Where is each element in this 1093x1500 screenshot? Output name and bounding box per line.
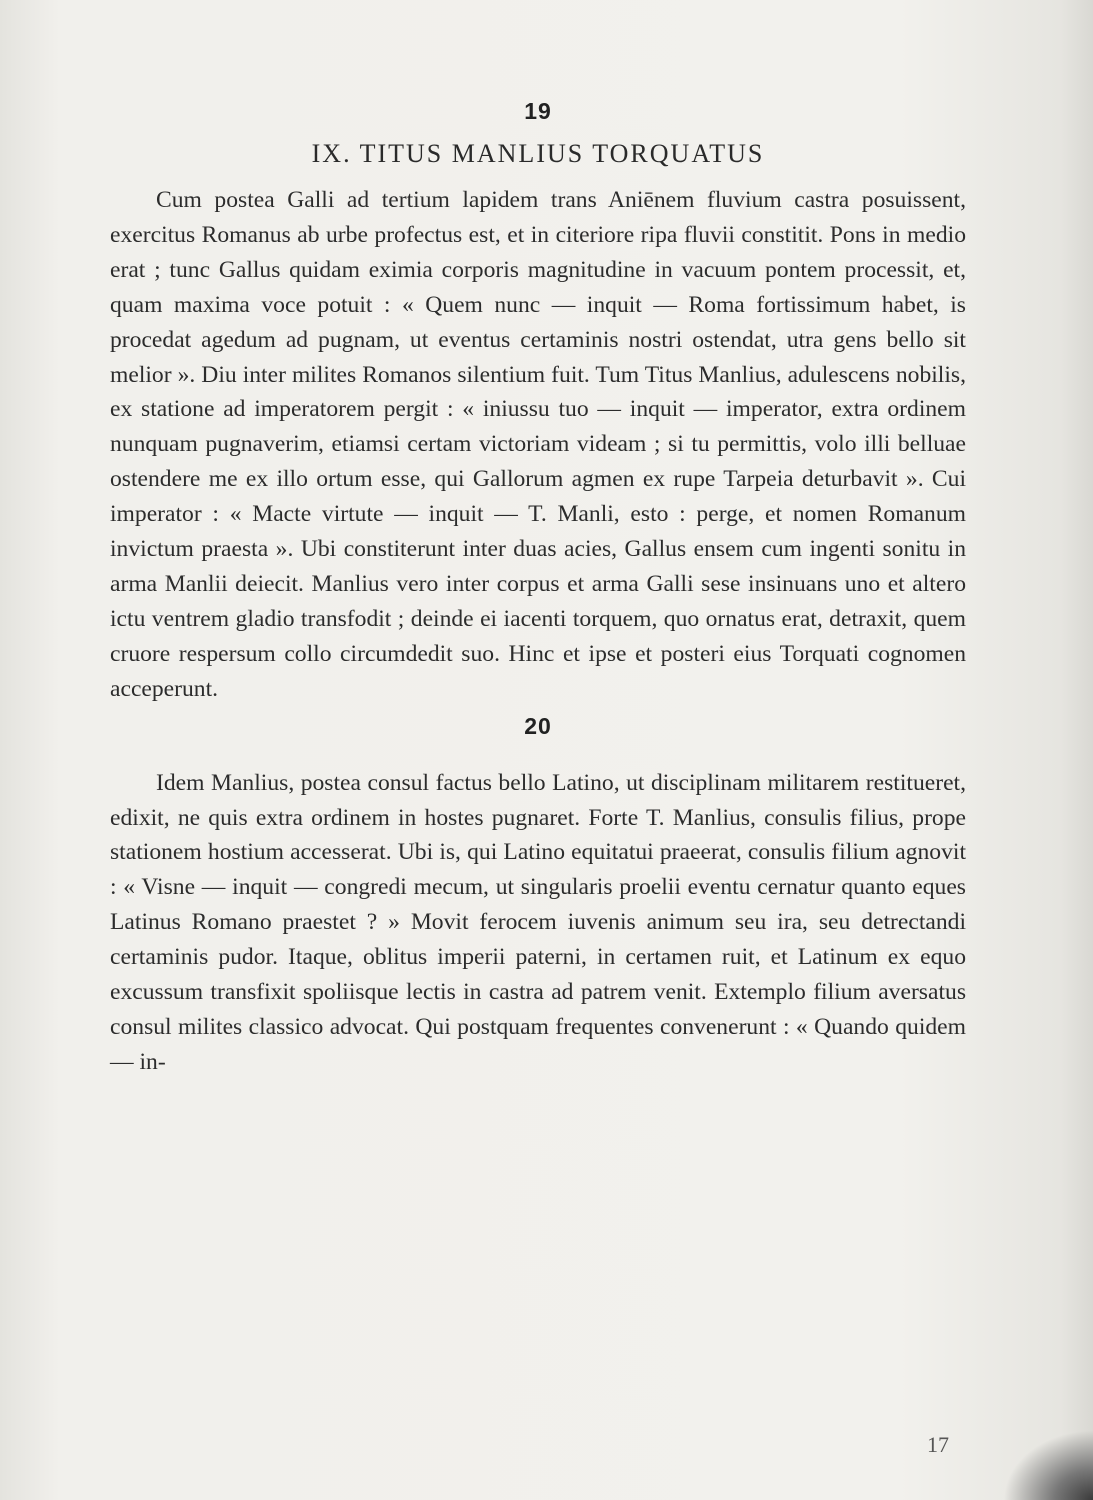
section-number-19: 19 — [524, 98, 552, 124]
section-20-paragraph: Idem Manlius, postea consul factus bello Latino, ut disciplinam militarem restitueret, edixit, ne quis extra ordinem in hostes pugnaret. Forte T. Manlius, consulis filius, prope stationem hostium accesserat. Ubi is, qui Latino equitatui praeerat, consulis filium agnovit : « Visne — inquit — congredi mecum, ut singularis proelii eventu cernatur quanto eques Latinus Romano praestet ? » Movit ferocem iuvenis animum seu ira, seu detrectandi certaminis pudor. Itaque, oblitus imperii paterni, in certamen ruit, et Latinum ex equo excussum transfixit spoliisque lectis in castra ad patrem venit. Extemplo filium aversatus consul milites classico advocat. Qui postquam frequentes convenerunt : « Quando quidem — in- — [110, 769, 966, 1075]
section-number-20: 20 — [524, 712, 552, 739]
page-corner-shadow — [1003, 1430, 1093, 1500]
chapter-title: IX. TITUS MANLIUS TORQUATUS — [311, 139, 765, 168]
page-number: 17 — [927, 1432, 949, 1457]
text-column — [110, 98, 966, 1080]
section-19-paragraph: Cum postea Galli ad tertium lapidem trans Aniēnem fluvium castra posuissent, exercitus Romanus ab urbe profectus est, et in citeriore ripa fluvii constitit. Pons in medio erat ; tunc Gallus quidam eximia corporis magnitudine in vacuum pontem processit, et, quam maxima voce potuit : « Quem nunc — inquit — Roma fortissimum habet, is procedat agedum ad pugnam, ut eventus certaminis nostri ostendat, utra gens bello sit melior ». Diu inter milites Romanos silentium fuit. Tum Titus Manlius, adulescens nobilis, ex statione ad imperatorem pergit : « iniussu tuo — inquit — imperator, extra ordinem nunquam pugnaverim, etiamsi certam victoriam videam ; si tu permittis, volo illi belluae ostendere me ex illo ortum esse, qui Gallorum agmen ex rupe Tarpeia deturbavit ». Cui imperator : « Macte virtute — inquit — T. Manli, esto : perge, et nomen Romanum invictum praesta ». Ubi constiterunt inter duas acies, Gallus ensem cum ingenti sonitu in arma Manlii deiecit. Manlius vero inter corpus et arma Galli sese insinuans uno et altero ictu ventrem gladio transfodit ; deinde ei iacenti torquem, quo ornatus erat, detraxit, quem cruore respersum collo circumdedit suo. Hinc et ipse et posteri eius Torquati cognomen acceperunt. — [110, 187, 966, 702]
